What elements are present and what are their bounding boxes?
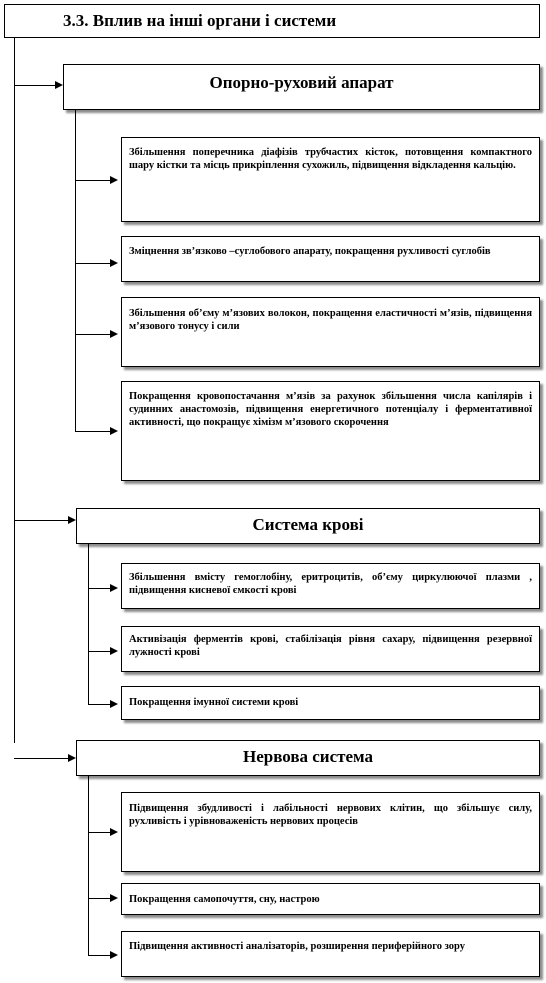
item-box <box>121 883 540 915</box>
section-connector-line <box>14 520 70 521</box>
item-connector-line <box>88 832 111 833</box>
item-box <box>121 626 540 672</box>
item-connector-line <box>75 334 111 335</box>
arrow-icon <box>110 951 118 959</box>
item-text: Підвищення активності аналізаторів, розширення периферійного зору <box>129 941 465 952</box>
branch-line <box>88 544 89 704</box>
item-box <box>121 563 540 609</box>
section-heading: Система крові <box>252 515 364 534</box>
item-text: Активізація ферментів крові, стабілізація рівня сахару, підвищення резервної лужності крові <box>129 634 532 658</box>
arrow-icon <box>110 330 118 338</box>
arrow-icon <box>68 516 76 524</box>
branch-line <box>75 110 76 432</box>
item-text: Покращення самопочуття, сну, настрою <box>129 894 320 905</box>
item-connector-line <box>75 263 111 264</box>
item-box <box>121 137 540 222</box>
item-box <box>121 297 540 367</box>
arrow-icon <box>110 427 118 435</box>
item-box <box>121 686 540 720</box>
item-text: Збільшення вмісту гемоглобіну, еритроцитів, об’єму циркулюючої плазми , підвищення кисневої ємкості крові <box>129 572 532 596</box>
arrow-icon <box>110 700 118 708</box>
item-connector-line <box>88 651 111 652</box>
item-text: Збільшення об’єму м’язових волокон, покращення еластичності м’язів, підвищення м’язового тонусу і сили <box>129 308 532 332</box>
section-heading-box <box>76 508 540 544</box>
diagram-title-box <box>4 4 540 38</box>
arrow-icon <box>68 754 76 762</box>
item-box <box>121 381 540 481</box>
arrow-icon <box>110 176 118 184</box>
item-connector-line <box>75 431 111 432</box>
arrow-icon <box>110 828 118 836</box>
arrow-icon <box>55 81 63 89</box>
item-box <box>121 931 540 977</box>
section-heading-box <box>63 64 540 110</box>
item-text: Покращення кровопостачання м’язів за рахунок збільшення числа капілярів і судинних анастомозів, підвищення енергетичного потенціалу і ферментативної активності, що покращує хімізм м’язового скорочення <box>129 391 532 428</box>
item-text: Збільшення поперечника діафізів трубчастих кісток, потовщення компактного шару кістки та місць прикріплення сухожиль, підвищення відкладення кальцію. <box>129 147 532 171</box>
arrow-icon <box>110 584 118 592</box>
item-box <box>121 792 540 872</box>
section-heading-box <box>76 740 540 776</box>
arrow-icon <box>110 259 118 267</box>
arrow-icon <box>110 647 118 655</box>
item-box <box>121 236 540 282</box>
section-connector-line <box>14 85 56 86</box>
item-text: Покращення імунної системи крові <box>129 697 299 708</box>
main-trunk-line <box>14 38 15 743</box>
item-text: Підвищення збудливості і лабільності нервових клітин, що збільшує силу, рухливість і урівноваженість нервових процесів <box>129 803 532 827</box>
item-connector-line <box>88 898 111 899</box>
section-heading: Опорно-руховий апарат <box>209 73 394 92</box>
item-connector-line <box>75 180 111 181</box>
arrow-icon <box>110 894 118 902</box>
branch-line <box>88 776 89 955</box>
item-text: Зміцнення зв’язково –суглобового апарату, покращення рухливості суглобів <box>129 246 491 257</box>
item-connector-line <box>88 704 111 705</box>
item-connector-line <box>88 955 111 956</box>
item-connector-line <box>88 588 111 589</box>
section-connector-line <box>14 758 70 759</box>
section-heading: Нервова система <box>242 747 374 766</box>
diagram-title: 3.3. Вплив на інші органи і системи <box>63 11 337 30</box>
